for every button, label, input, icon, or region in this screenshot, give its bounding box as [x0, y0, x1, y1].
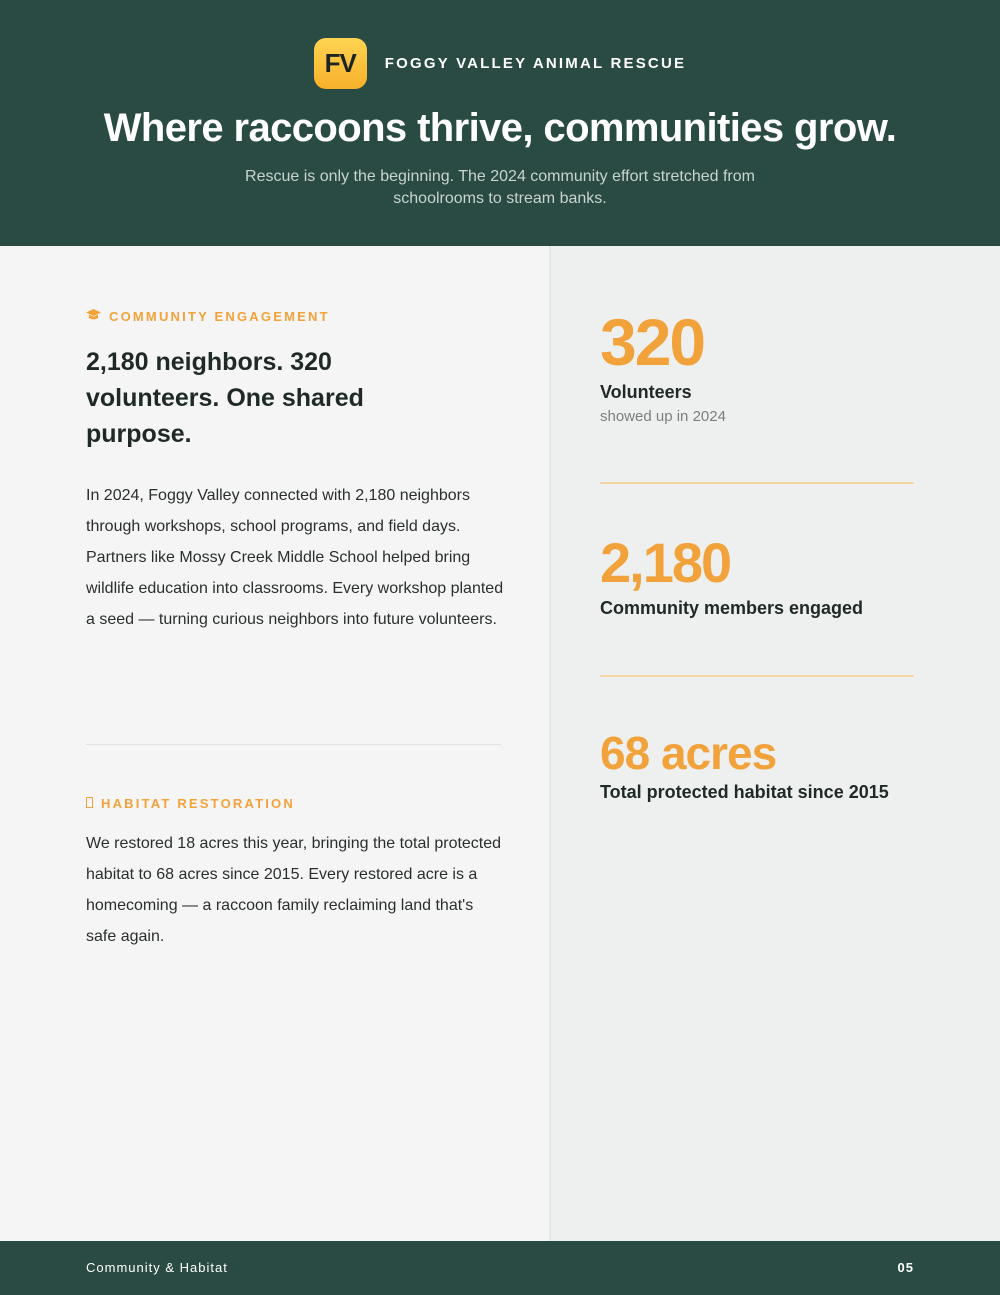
- footer-section-name: Community & Habitat: [86, 1260, 228, 1275]
- engagement-section-label: [86, 309, 330, 324]
- brand: [0, 38, 1000, 89]
- graduation-cap-icon: [86, 309, 101, 324]
- stat-divider: [600, 675, 914, 677]
- stat-community-label: Community members engaged: [600, 598, 864, 618]
- habitat-label-text: HABITAT RESTORATION: [101, 796, 295, 811]
- org-logo: FV: [314, 38, 367, 89]
- stat-divider: [600, 482, 914, 484]
- stat-community-value: 2,180: [600, 531, 731, 594]
- page-subhead: Rescue is only the beginning. The 2024 community effort stretched from schoolrooms to stream banks.: [245, 168, 755, 207]
- stat-habitat-label: Total protected habitat since 2015: [600, 782, 889, 802]
- habitat-section-label: [86, 796, 295, 811]
- habitat-body: We restored 18 acres this year, bringing the total protected habitat to 68 acres since 2015. Every restored acre is a homecoming — a raccoon family reclaiming land that's safe again.: [86, 835, 502, 945]
- column-divider: [549, 246, 551, 1241]
- engagement-label-text: COMMUNITY ENGAGEMENT: [109, 309, 330, 324]
- org-name: FOGGY VALLEY ANIMAL RESCUE: [384, 55, 687, 72]
- engagement-body: In 2024, Foggy Valley connected with 2,180 neighbors through workshops, school programs, and field days. Partners like Mossy Creek Middle School helped bring wildlife education into classrooms. Every workshop planted a seed — turning curious neighbors into future volunteers.: [86, 487, 504, 628]
- page-headline: Where raccoons thrive, communities grow.: [103, 106, 897, 150]
- stat-volunteers-note: showed up in 2024: [600, 408, 726, 425]
- stat-habitat-value: 68 acres: [600, 727, 777, 779]
- stat-volunteers-label: Volunteers: [600, 382, 692, 402]
- engagement-title: 2,180 neighbors. 320 volunteers. One shared purpose.: [86, 348, 364, 448]
- page-number: 05: [897, 1260, 914, 1275]
- page-header: [0, 0, 1000, 246]
- section-divider: [86, 744, 501, 745]
- leaf-icon: [86, 797, 93, 811]
- page-footer: [0, 1241, 1000, 1295]
- stat-volunteers-value: 320: [600, 305, 705, 379]
